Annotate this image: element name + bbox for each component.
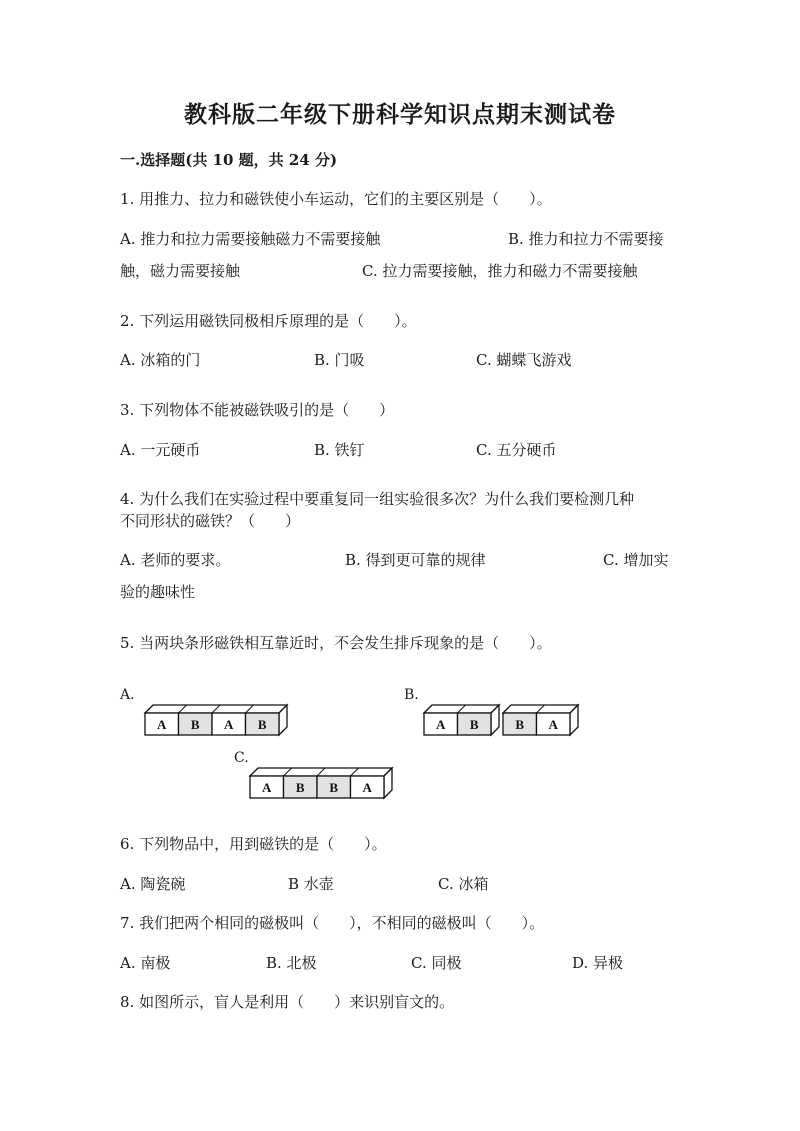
question-3-option-b: B. 铁钉 <box>314 441 365 459</box>
section-heading: 一.选择题(共 10 题，共 24 分) <box>120 151 338 169</box>
question-5-stem: 5. 当两块条形磁铁相互靠近时，不会发生排斥现象的是（ ）。 <box>120 634 552 652</box>
pole-label: B <box>295 780 305 795</box>
pole-label: B <box>469 717 479 732</box>
question-5-option-c-label: C. <box>234 750 249 766</box>
magnet-figure-b-left <box>424 705 499 735</box>
pole-label: A <box>436 717 446 732</box>
pole-label: A <box>362 780 372 795</box>
question-6-option-a: A. 陶瓷碗 <box>120 875 186 893</box>
question-5-option-a-label: A. <box>120 687 135 703</box>
question-1-stem: 1. 用推力、拉力和磁铁使小车运动，它们的主要区别是（ ）。 <box>120 190 552 208</box>
question-1-option-c: C. 拉力需要接触，推力和磁力不需要接触 <box>362 262 638 280</box>
magnet-figure-a <box>145 705 287 735</box>
question-7-option-b: B. 北极 <box>266 954 317 972</box>
question-8-stem: 8. 如图所示，盲人是利用（ ）来识别盲文的。 <box>120 993 455 1011</box>
pole-label: A <box>262 780 272 795</box>
question-4-stem-continued: 不同形状的磁铁？（ ） <box>120 512 301 530</box>
question-3-option-c: C. 五分硬币 <box>476 441 557 459</box>
question-4-option-c-continued: 验的趣味性 <box>120 583 196 601</box>
question-2-option-b: B. 门吸 <box>314 351 365 369</box>
question-2-stem: 2. 下列运用磁铁同极相斥原理的是（ ）。 <box>120 312 417 330</box>
question-7-stem: 7. 我们把两个相同的磁极叫（ ），不相同的磁极叫（ ）。 <box>120 914 545 932</box>
question-2-option-c: C. 蝴蝶飞游戏 <box>476 351 572 369</box>
question-4-stem: 4. 为什么我们在实验过程中要重复同一组实验很多次？为什么我们要检测几种 <box>120 490 635 508</box>
pole-label: A <box>157 717 167 732</box>
question-5-option-b-label: B. <box>404 687 419 703</box>
magnet-figure-b-right <box>503 705 578 735</box>
question-7-option-a: A. 南极 <box>120 954 171 972</box>
question-1-option-b: B. 推力和拉力不需要接 <box>508 230 664 248</box>
page-title: 教科版二年级下册科学知识点期末测试卷 <box>184 101 616 128</box>
question-7-option-d: D. 异极 <box>572 954 624 972</box>
question-6-option-c: C. 冰箱 <box>438 875 489 893</box>
question-4-option-c: C. 增加实 <box>603 551 669 569</box>
question-2-option-a: A. 冰箱的门 <box>120 351 201 369</box>
pole-label: B <box>515 717 525 732</box>
magnet-figure-c <box>250 768 392 798</box>
question-3-option-a: A. 一元硬币 <box>120 441 201 459</box>
question-6-option-b: B 水壶 <box>288 875 334 893</box>
pole-label: B <box>190 717 200 732</box>
pole-label: A <box>548 717 558 732</box>
question-6-stem: 6. 下列物品中，用到磁铁的是（ ）。 <box>120 835 387 853</box>
question-4-option-b: B. 得到更可靠的规律 <box>345 551 486 569</box>
pole-label: A <box>224 717 234 732</box>
question-1-option-b-continued: 触，磁力需要接触 <box>120 262 241 280</box>
question-3-stem: 3. 下列物体不能被磁铁吸引的是（ ） <box>120 401 395 419</box>
pole-label: B <box>257 717 267 732</box>
question-1-option-a: A. 推力和拉力需要接触磁力不需要接触 <box>120 230 381 248</box>
question-4-option-a: A. 老师的要求。 <box>120 551 231 569</box>
question-7-option-c: C. 同极 <box>411 954 462 972</box>
pole-label: B <box>329 780 339 795</box>
